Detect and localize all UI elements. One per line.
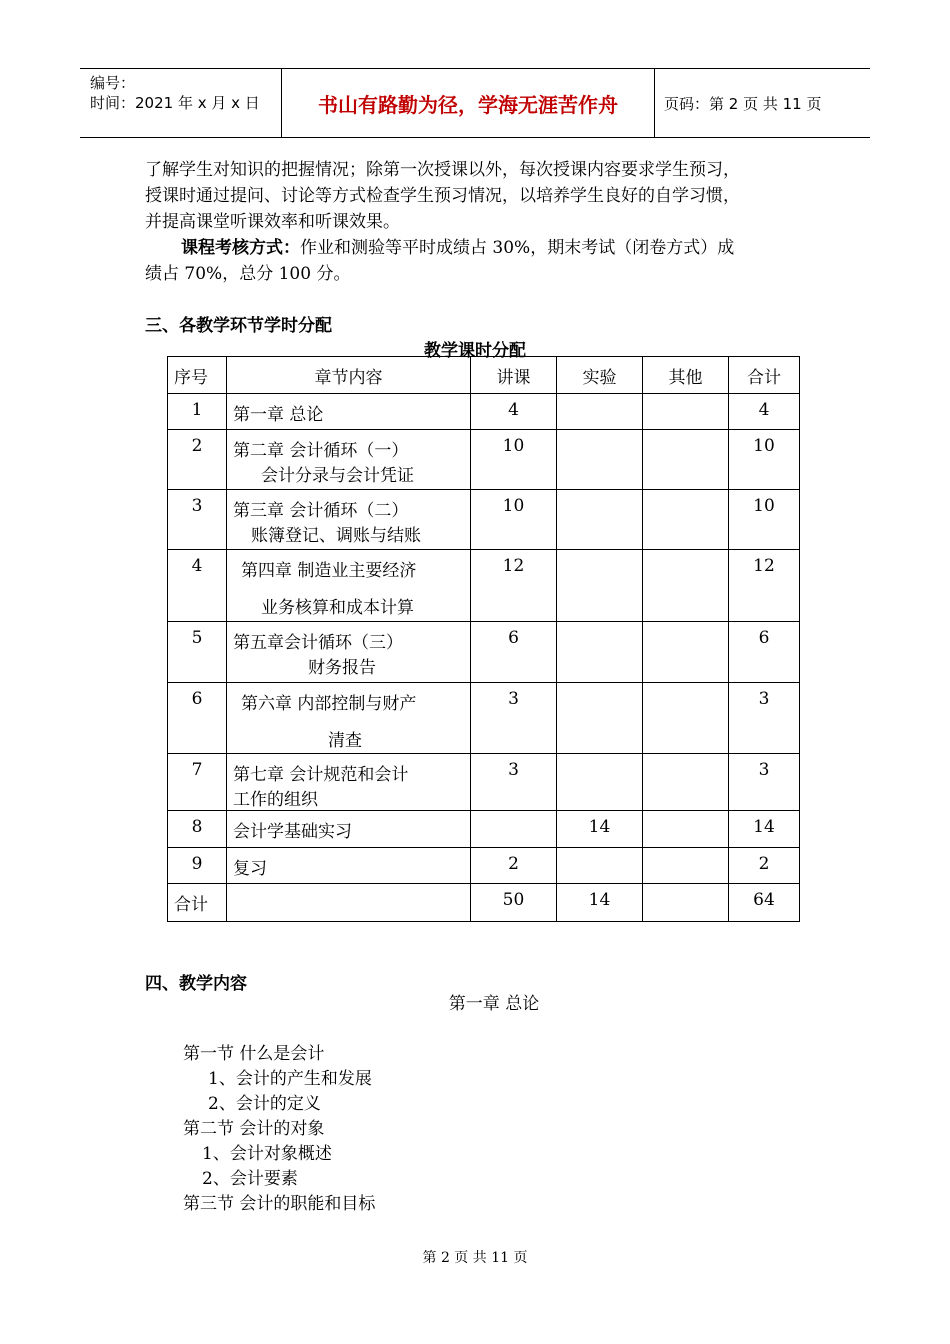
cell-other	[643, 811, 729, 848]
outline-item: 1、会计的产生和发展	[208, 1069, 372, 1089]
chapter-line: 财务报告	[308, 658, 376, 678]
outline-section: 第一节 什么是会计	[183, 1044, 325, 1064]
cell-other	[643, 430, 729, 490]
page-info: 页码：第 2 页 共 11 页	[664, 94, 822, 113]
cell-no: 4	[168, 550, 227, 622]
chapter-line: 第三章 会计循环（二）	[233, 501, 409, 521]
cell-lecture: 10	[471, 430, 557, 490]
cell-lab	[557, 550, 643, 622]
outline-item: 1、会计对象概述	[202, 1144, 332, 1164]
assessment-paragraph	[145, 235, 820, 287]
cell-other	[643, 683, 729, 754]
date-label: 时间：2021 年 x 月 x 日	[90, 94, 260, 112]
cell-chapter	[227, 394, 471, 430]
page-header	[80, 68, 870, 138]
cell-lecture: 2	[471, 848, 557, 884]
cell-chapter	[227, 848, 471, 884]
chapter-line: 清查	[328, 731, 362, 751]
cell-lecture	[471, 811, 557, 848]
table-row	[168, 550, 800, 622]
chapter-line: 业务核算和成本计算	[261, 598, 414, 618]
motto: 书山有路勤为径，学海无涯苦作舟	[282, 69, 655, 137]
table-row	[168, 811, 800, 848]
cell-lecture: 3	[471, 683, 557, 754]
cell-total: 4	[729, 394, 800, 430]
assessment-text: 作业和测验等平时成绩占 30%，期末考试（闭卷方式）成	[300, 238, 735, 258]
table-row	[168, 622, 800, 683]
chapter-line: 第二章 会计循环（一）	[233, 441, 409, 461]
cell-lecture: 50	[471, 884, 557, 922]
table-row	[168, 430, 800, 490]
outline-item: 2、会计要素	[202, 1169, 298, 1189]
cell-lab	[557, 754, 643, 811]
cell-chapter	[227, 811, 471, 848]
table-row	[168, 848, 800, 884]
cell-chapter	[227, 754, 471, 811]
cell-lecture: 3	[471, 754, 557, 811]
cell-no: 6	[168, 683, 227, 754]
intro-line: 并提高课堂听课效率和听课效果。	[145, 212, 400, 232]
cell-lecture: 10	[471, 490, 557, 550]
cell-lab	[557, 848, 643, 884]
cell-total: 10	[729, 430, 800, 490]
table-row	[168, 394, 800, 430]
cell-no: 3	[168, 490, 227, 550]
table-title: 教学课时分配	[424, 341, 526, 361]
table-header-row	[168, 357, 800, 394]
cell-lab: 14	[557, 811, 643, 848]
cell-other	[643, 754, 729, 811]
cell-chapter	[227, 490, 471, 550]
outline-section: 第三节 会计的职能和目标	[183, 1194, 376, 1214]
cell-no: 1	[168, 394, 227, 430]
cell-no: 7	[168, 754, 227, 811]
section4-heading: 四、教学内容	[145, 974, 247, 994]
chapter-line: 第一章 总论	[233, 405, 324, 425]
chapter-line: 工作的组织	[233, 790, 318, 810]
chapter-line: 复习	[233, 859, 267, 879]
cell-lecture: 12	[471, 550, 557, 622]
assessment-text-2: 绩占 70%，总分 100 分。	[145, 264, 351, 284]
cell-total: 6	[729, 622, 800, 683]
hours-table	[167, 356, 800, 922]
cell-other	[643, 848, 729, 884]
cell-other	[643, 394, 729, 430]
cell-chapter	[227, 430, 471, 490]
cell-chapter	[227, 884, 471, 922]
cell-lab	[557, 394, 643, 430]
intro-paragraph	[145, 157, 820, 235]
cell-lab: 14	[557, 884, 643, 922]
cell-other	[643, 490, 729, 550]
table-total-row	[168, 884, 800, 922]
cell-other	[643, 550, 729, 622]
cell-lecture: 4	[471, 394, 557, 430]
cell-no: 合计	[168, 884, 227, 922]
chapter-title: 第一章 总论	[448, 994, 540, 1014]
cell-no: 9	[168, 848, 227, 884]
intro-line: 了解学生对知识的把握情况；除第一次授课以外，每次授课内容要求学生预习，	[145, 160, 740, 180]
cell-total: 14	[729, 811, 800, 848]
header-meta	[80, 69, 282, 137]
cell-lab	[557, 622, 643, 683]
chapter-line: 会计学基础实习	[233, 822, 352, 842]
chapter-line: 第四章 制造业主要经济	[241, 561, 417, 581]
cell-other	[643, 884, 729, 922]
table-row	[168, 490, 800, 550]
cell-no: 2	[168, 430, 227, 490]
cell-no: 8	[168, 811, 227, 848]
chapter-line: 第五章会计循环（三）	[233, 633, 403, 653]
chapter-line: 第六章 内部控制与财产	[241, 694, 417, 714]
section3-heading: 三、各教学环节学时分配	[145, 316, 332, 336]
header-cell: 实验	[557, 357, 643, 394]
cell-lab	[557, 683, 643, 754]
cell-total: 64	[729, 884, 800, 922]
assessment-label: 课程考核方式：	[181, 238, 300, 258]
cell-lecture: 6	[471, 622, 557, 683]
cell-chapter	[227, 622, 471, 683]
chapter-line: 第七章 会计规范和会计	[233, 765, 409, 785]
cell-total: 3	[729, 683, 800, 754]
header-cell: 其他	[643, 357, 729, 394]
outline-section: 第二节 会计的对象	[183, 1119, 325, 1139]
cell-chapter	[227, 550, 471, 622]
chapter-line: 账簿登记、调账与结账	[251, 526, 421, 546]
table-row	[168, 683, 800, 754]
cell-total: 2	[729, 848, 800, 884]
cell-no: 5	[168, 622, 227, 683]
intro-line: 授课时通过提问、讨论等方式检查学生预习情况，以培养学生良好的自学习惯，	[145, 186, 740, 206]
header-cell: 合计	[729, 357, 800, 394]
header-cell: 讲课	[471, 357, 557, 394]
cell-lab	[557, 430, 643, 490]
header-cell: 章节内容	[227, 357, 471, 394]
cell-total: 12	[729, 550, 800, 622]
cell-lab	[557, 490, 643, 550]
chapter-line: 会计分录与会计凭证	[261, 466, 414, 486]
cell-total: 10	[729, 490, 800, 550]
cell-other	[643, 622, 729, 683]
outline-item: 2、会计的定义	[208, 1094, 321, 1114]
header-cell: 序号	[168, 357, 227, 394]
page-footer: 第 2 页 共 11 页	[422, 1250, 528, 1266]
table-row	[168, 754, 800, 811]
cell-total: 3	[729, 754, 800, 811]
cell-chapter	[227, 683, 471, 754]
number-label: 编号：	[90, 74, 136, 92]
